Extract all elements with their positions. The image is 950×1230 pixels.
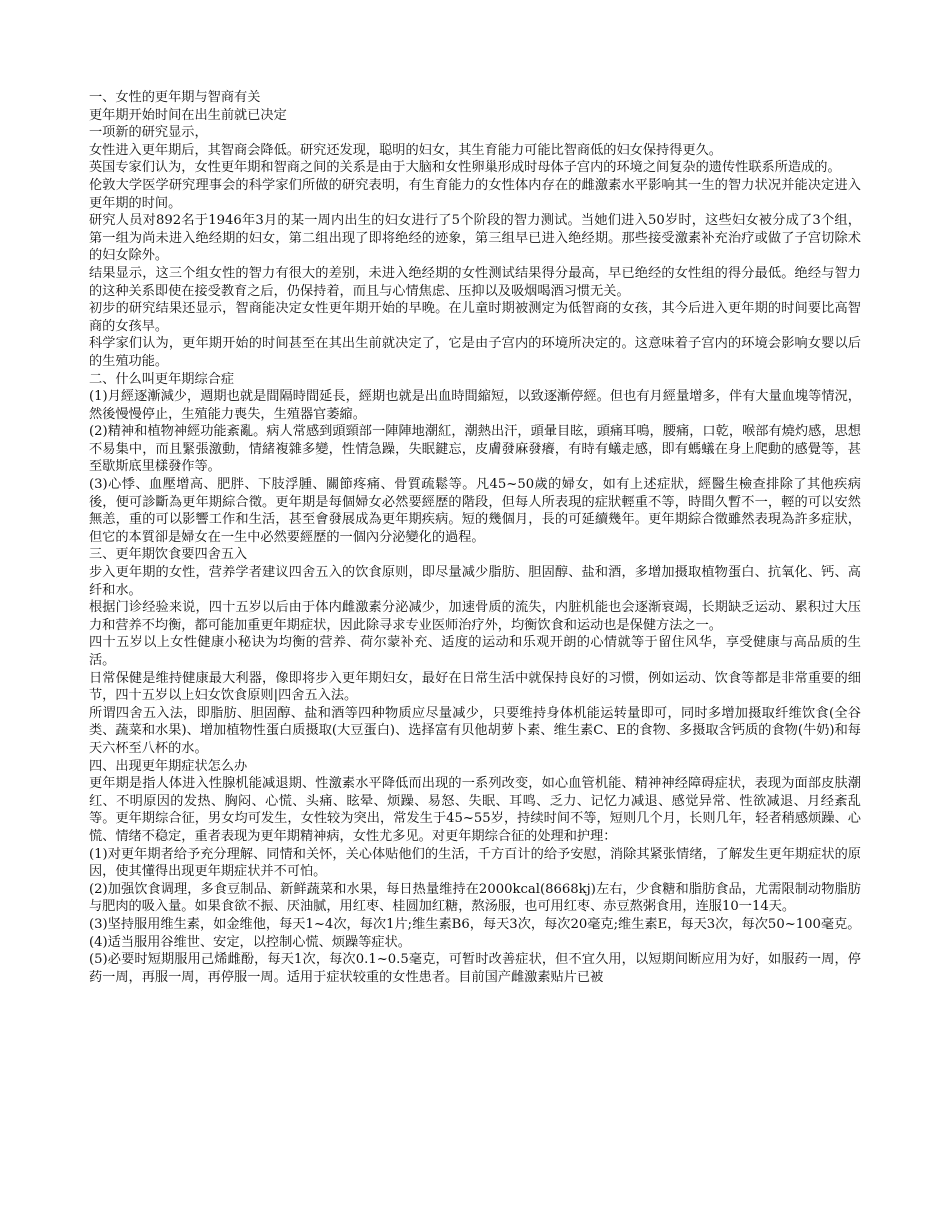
list-item: (2)加强饮食调理，多食豆制品、新鲜蔬菜和水果，每日热量维持在2000kcal(8668kj)左右，少食糖和脂肪食品，尤需限制动物脂肪与肥肉的吸入量。如果食欲不振、厌油腻，用红枣、桂圆加红糖，熬汤服，也可用红枣、赤豆熬粥食用，连服10一14天。 — [89, 881, 861, 915]
paragraph: 研究人员对892名于1946年3月的某一周内出生的妇女进行了5个阶段的智力测试。当她们进入50岁时，这些妇女被分成了3个组，第一组为尚未进入绝经期的妇女，第二组出现了即将绝经的迹象，第三组早已进入绝经期。那些接受激素补充治疗或做了子宫切除术的妇女除外。 — [89, 213, 861, 264]
section-heading-4: 四、出现更年期症状怎么办 — [89, 758, 248, 774]
paragraph: 科学家们认为，更年期开始的时间甚至在其出生前就决定了，它是由子宫内的环境所决定的。这意味着子宫内的环境会影响女婴以后的生殖功能。 — [89, 336, 861, 369]
list-item: (1)对更年期者给予充分理解、同情和关怀，关心体贴他们的生活，千方百计的给予安慰，消除其紧张情绪，了解发生更年期症状的原因，使其懂得出现更年期症状并不可怕。 — [89, 846, 861, 880]
list-item: (4)适当服用谷维世、安定，以控制心慌、烦躁等症状。 — [89, 934, 411, 950]
paragraph: 所谓四舍五入法，即脂肪、胆固醇、盐和酒等四种物质应尽量减少，只要维持身体机能运转量即可，同时多增加摄取纤维饮食(全谷类、蔬菜和水果)、增加植物性蛋白质摄取(大豆蛋白)、选择富有贝他胡萝卜素、维生素C、E的食物、多摄取含钙质的食物(牛奶)和每天六杯至八杯的水。 — [89, 705, 861, 756]
paragraph: 一项新的研究显示， — [89, 125, 208, 141]
paragraph: 伦敦大学医学研究理事会的科学家们所做的研究表明，有生育能力的女性体内存在的雌激素水平影响其一生的智力状况并能决定进入更年期的时间。 — [89, 177, 861, 211]
paragraph: 初步的研究结果还显示，智商能决定女性更年期开始的早晚。在儿童时期被测定为低智商的女孩，其今后进入更年期的时间要比高智商的女孩早。 — [89, 301, 861, 334]
paragraph: 英国专家们认为，女性更年期和智商之间的关系是由于大脑和女性卵巢形成时母体子宫内的环境之间复杂的遗传性联系所造成的。 — [89, 160, 841, 176]
list-item: (3)坚持服用维生素，如金维他，每天1~4次，每次1片;维生素B6，每天3次，每次20毫克;维生素E，每天3次，每次50~100毫克。 — [89, 916, 861, 932]
paragraph: 结果显示，这三个组女性的智力有很大的差别，未进入绝经期的女性测试结果得分最高，早已绝经的女性组的得分最低。绝经与智力的这种关系即使在接受教育之后，仍保持着，而且与心情焦虑、压抑以及吸烟喝酒习惯无关。 — [89, 265, 861, 299]
paragraph: 根据门诊经验来说，四十五岁以后由于体内雌激素分泌减少，加速骨质的流失，内脏机能也会逐渐衰竭，长期缺乏运动、累积过大压力和营养不均衡，都可能加重更年期症状，因此除寻求专业医师治疗外，均衡饮食和运动也是保健方法之一。 — [89, 600, 861, 633]
paragraph: 四十五岁以上女性健康小秘诀为均衡的营养、荷尔蒙补充、适度的运动和乐观开朗的心情就等于留住风华，享受健康与高品质的生活。 — [89, 635, 861, 668]
list-item: (1)月經逐漸減少，週期也就是間隔時間延長，經期也就是出血時間縮短，以致逐漸停經。但也有月經量增多，伴有大量血塊等情況，然後慢慢停止，生殖能力喪失，生殖器官萎縮。 — [89, 389, 861, 422]
section-heading-3: 三、更年期饮食要四舍五入 — [89, 547, 248, 563]
list-item: (3)心悸、血壓增高、肥胖、下肢浮腫、關節疼痛、骨質疏鬆等。凡45~50歲的婦女，如有上述症狀，經醫生檢查排除了其他疾病後，便可診斷為更年期綜合徵。更年期是每個婦女必然要經歷的階段，但每人所表現的症狀輕重不等，時間久暫不一，輕的可以安然無恙，重的可以影響工作和生活，甚至會發展成為更年期疾病。短的幾個月，長的可延續幾年。更年期綜合徵雖然表現為許多症狀，但它的本質卻是婦女在一生中必然要經歷的一個內分泌變化的過程。 — [89, 477, 861, 545]
paragraph: 步入更年期的女性，营养学者建议四舍五入的饮食原则，即尽量减少脂肪、胆固醇、盐和酒，多增加摄取植物蛋白、抗氧化、钙、高纤和水。 — [89, 565, 861, 598]
paragraph: 更年期是指人体进入性腺机能减退期、性激素水平降低而出现的一系列改变，如心血管机能、精神神经障碍症状，表现为面部皮肤潮红、不明原因的发热、胸闷、心慌、头痛、眩晕、烦躁、易怒、失眠、耳鸣、乏力、记忆力减退、感觉异常、性欲减退、月经紊乱等。更年期综合征，男女均可发生，女性较为突出，常发生于45~55岁，持续时间不等，短则几个月，长则几年，轻者稍感烦躁、心慌、情绪不稳定，重者表现为更年期精神病，女性尤多见。对更年期综合征的处理和护理： — [89, 776, 861, 844]
section-heading-2: 二、什么叫更年期综合症 — [89, 371, 235, 387]
list-item: (2)精神和植物神經功能紊亂。病人常感到頭頸部一陣陣地潮紅，潮熱出汗，頭暈目眩，頭痛耳鳴，腰痛，口乾，喉部有燒灼感，思想不易集中，而且緊張激動，情緒複雜多變，性情急躁，失眠鍵忘，皮膚發麻發癢，有時有蟻走感，即有螞蟻在身上爬動的感覺等，甚至歇斯底里樣發作等。 — [89, 424, 861, 475]
document-body — [89, 89, 861, 986]
section-heading-1: 一、女性的更年期与智商有关 — [89, 90, 261, 105]
subheading: 更年期开始时间在出生前就已决定 — [89, 107, 287, 123]
paragraph: 女性进入更年期后，其智商会降低。研究还发现，聪明的妇女，其生育能力可能比智商低的妇女保持得更久。 — [89, 142, 722, 158]
paragraph: 日常保健是维持健康最大利器，像即将步入更年期妇女，最好在日常生活中就保持良好的习惯，例如运动、饮食等都是非常重要的细节，四十五岁以上妇女饮食原则|四舍五入法。 — [89, 670, 861, 704]
list-item: (5)必要时短期服用己烯雌酚，每天1次，每次0.1~0.5毫克，可暂时改善症状，但不宜久用，以短期间断应用为好，如服药一周，停药一周，再服一周，再停服一周。适用于症状较重的女性患者。目前国产雌激素贴片已被 — [89, 952, 861, 985]
